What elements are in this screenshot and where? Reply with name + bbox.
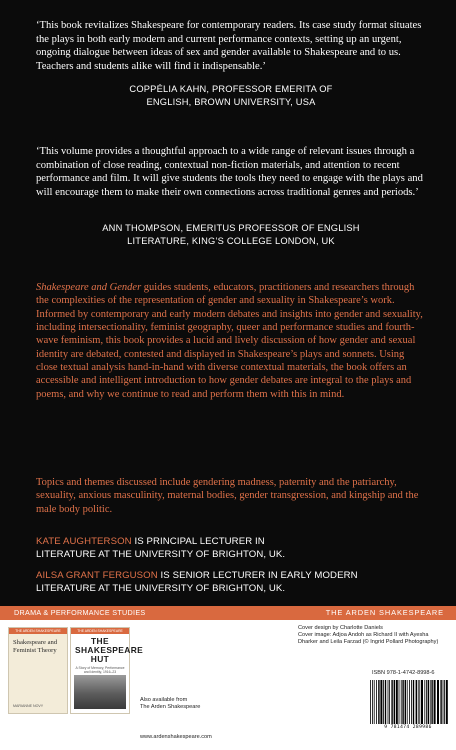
barcode-bar xyxy=(385,680,386,724)
book-title-italic: Shakespeare and Gender xyxy=(36,282,142,293)
barcode-bar xyxy=(431,680,432,724)
author-bio-ferguson-line1: IS SENIOR LECTURER IN EARLY MODERN xyxy=(157,570,358,581)
author-name-aughterson: KATE AUGHTERSON xyxy=(36,536,132,547)
cover-credits xyxy=(298,625,454,647)
barcode-bar xyxy=(440,680,441,724)
author-bio-aughterson xyxy=(36,536,436,561)
description-text: guides students, educators, practitioners and researchers through the complexities of the representation of gender and sexuality in Shakespeare’s work. Informed by contemporary and early modern debates and insights into gender and sexuality, including intersectionality, feminist geography, queer and performance studies and fourth-wave feminism, this book provides a lucid and lively discussion of how gender and sexual identity are debated, contested and displayed in Shakespeare’s plays and sonnets. Using close textual analysis hand-in-hand with diverse contextual materials, the book offers an accessible and intelligent introduction to how gender debates are integral to the plays and poems, and why we continue to read and perform them with this in mind. xyxy=(36,282,423,400)
also-available xyxy=(140,697,200,711)
related-book-feminist-theory xyxy=(8,627,68,714)
topics-paragraph: Topics and themes discussed include gendering madness, paternity and the patriarchy, sexuality, anxious masculinity, maternal bodies, gender transgression, and kingship and the male body politic. xyxy=(36,477,419,515)
author-bio-ferguson-line2: LITERATURE AT THE UNIVERSITY OF BRIGHTON, UK. xyxy=(36,582,286,594)
barcode-bar xyxy=(443,680,444,724)
cover-credits-line2: Cover image: Adjoa Andoh as Richard II with Ayesha xyxy=(298,632,429,639)
barcode-bar xyxy=(416,680,417,724)
barcode-bar xyxy=(389,680,390,724)
book-title: THE SHAKESPEARE HUT xyxy=(75,636,144,664)
barcode-bar xyxy=(419,680,420,724)
barcode-bar xyxy=(372,680,373,724)
author-name-ferguson: AILSA GRANT FERGUSON xyxy=(36,570,158,581)
author-bio-aughterson-line2: LITERATURE AT THE UNIVERSITY OF BRIGHTON, UK. xyxy=(36,548,286,560)
barcode-bar xyxy=(437,680,439,724)
description-paragraph xyxy=(36,281,428,401)
author-bio-aughterson-line1: IS PRINCIPAL LECTURER IN xyxy=(131,536,265,547)
related-book-shakespeare-hut xyxy=(70,627,144,714)
attribution-thompson xyxy=(56,222,406,247)
book-series-label: THE ARDEN SHAKESPEARE xyxy=(9,628,67,634)
website-link[interactable]: www.ardenshakespeare.com xyxy=(140,734,212,740)
barcode-bar xyxy=(418,680,419,724)
barcode-bar xyxy=(376,680,377,724)
barcode-bar xyxy=(399,680,400,724)
barcode-bar xyxy=(446,680,448,724)
barcode-bar xyxy=(374,680,375,724)
isbn-label: ISBN 978-1-4742-8998-6 xyxy=(372,670,435,676)
book-cover-photo xyxy=(74,675,126,709)
barcode xyxy=(367,679,449,735)
category-band xyxy=(0,606,456,620)
barcode-bar xyxy=(434,680,436,724)
barcode-bar xyxy=(413,680,414,724)
barcode-bar xyxy=(401,680,402,724)
book-author: MARIANNE NOVY xyxy=(13,704,44,708)
cover-credits-line3: Dharker and Leila Farzad (© Ingrid Pollard Photography) xyxy=(298,639,439,646)
barcode-bar xyxy=(426,680,427,724)
barcode-bar xyxy=(380,680,382,724)
bottom-panel xyxy=(0,620,456,750)
cover-credits-line1: Cover design by Charlotte Daniels xyxy=(298,625,383,631)
attribution-kahn-line2: ENGLISH, BROWN UNIVERSITY, USA xyxy=(146,96,316,107)
quote-kahn: ‘This book revitalizes Shakespeare for contemporary readers. Its case study format situates the plays in both early modern and current performance contexts, setting up an urgent, ongoing dialogue between ideas of sex and gender available to Shakespeare and to us. Teachers and students alike will find it indispensable.’ xyxy=(36,20,422,72)
book-subtitle: A Story of Memory, Performance and Identity, 1916–23 xyxy=(75,666,125,674)
barcode-bar xyxy=(391,680,392,724)
barcode-bar xyxy=(402,680,403,724)
attribution-thompson-line1: ANN THOMPSON, EMERITUS PROFESSOR OF ENGLISH xyxy=(102,223,360,233)
author-bio-ferguson xyxy=(36,570,436,595)
quote-thompson: ‘This volume provides a thoughtful approach to a wide range of relevant issues through a combination of close reading, contextual non-fiction materials, and attention to recent performance and film. It will give students the tools they need to engage with the plays and will encourage them to make their own connections across traditional genres and periods.’ xyxy=(36,146,423,198)
barcode-number: 9 781474 289986 xyxy=(384,725,432,730)
attribution-kahn-line1: COPPÉLIA KAHN, PROFESSOR EMERITA OF xyxy=(129,84,333,94)
book-title: Shakespeare and Feminist Theory xyxy=(13,639,58,654)
attribution-kahn xyxy=(96,83,366,108)
barcode-bar xyxy=(424,680,425,724)
barcode-bar xyxy=(409,680,410,724)
barcode-bars xyxy=(367,679,449,725)
barcode-bar xyxy=(421,680,423,724)
barcode-bar xyxy=(430,680,431,724)
barcode-bar xyxy=(428,680,429,724)
also-available-line1: Also available from xyxy=(140,697,188,703)
barcode-bar xyxy=(407,680,408,724)
also-available-line2: The Arden Shakespeare xyxy=(140,704,201,711)
barcode-bar xyxy=(378,680,379,724)
barcode-bar xyxy=(411,680,412,724)
attribution-thompson-line2: LITERATURE, KING’S COLLEGE LONDON, UK xyxy=(127,235,335,246)
book-series-label: THE ARDEN SHAKESPEARE xyxy=(71,628,129,634)
barcode-bar xyxy=(383,680,384,724)
barcode-bar xyxy=(405,680,406,724)
barcode-bar xyxy=(370,680,371,724)
barcode-bar xyxy=(394,680,395,724)
barcode-bar xyxy=(396,680,398,724)
category-label: DRAMA & PERFORMANCE STUDIES xyxy=(14,608,146,617)
barcode-bar xyxy=(388,680,389,724)
series-label: THE ARDEN SHAKESPEARE xyxy=(325,608,444,617)
barcode-bar xyxy=(444,680,445,724)
